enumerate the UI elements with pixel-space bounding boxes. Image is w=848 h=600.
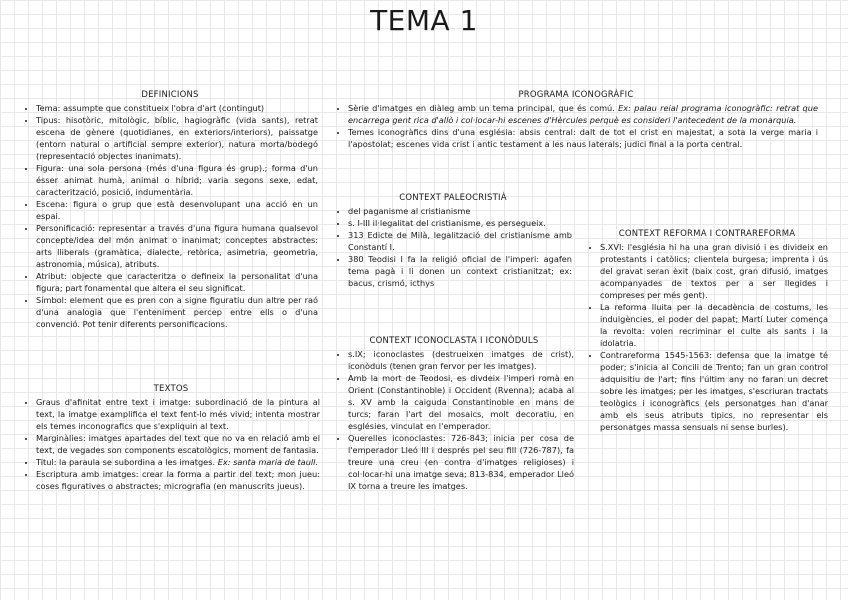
bullet-list (22, 396, 320, 492)
list-item (348, 102, 818, 126)
list-item (36, 456, 320, 468)
section-heading: DEFINICIONS (141, 90, 199, 100)
bullet-list (334, 205, 572, 289)
bullet-list (586, 241, 828, 433)
list-item: • 380 Teodisi I fa la religió oficial de l'imperi: agafen tema pagà i li donen un context cristianitzat; ex: bacus, crismó, icthys (348, 253, 572, 289)
list-item: • Marginàlies: imatges apartades del text que no va en relació amb el text, de vegades son components escatològics, moment de fantasia. (36, 432, 320, 456)
section-textos (22, 384, 320, 492)
list-item: • Tipus: hisotòric, mitològic, bíblic, hagiogràfic (vida sants), retrat escena de gènere (quotidianes, en exteriors/interiors), paissatge (entorn natural o artificial sempre exterior), natura morta/bodegó (representació objectes inanimats). (36, 114, 318, 162)
list-item: • La reforma lluita per la decadència de costums, les indulgències, el poder del papat; Martí Luter comença la revolta: volen recriminar el culte als sants i la idolatria. (600, 301, 828, 349)
list-item: • Escriptura amb imatges: crear la forma a partir del text; mon jueu: coses figuratives o abstractes; micrografia (en manuscrits jueus). (36, 468, 320, 492)
section-context-paleocristia (334, 193, 572, 289)
list-item: • Escena: figura o grup que està desenvolupant una acció en un espai. (36, 198, 318, 222)
item-text: Titul: la paraula se subordina a les imatges. (36, 457, 216, 467)
item-text: Sèrie d'imatges en diàleg amb un tema principal, que és comú. (348, 103, 615, 113)
list-item: • Graus d'afinitat entre text i imatge: subordinació de la pintura al text, la imatge examplifica el text fent-lo més vivid; intenta mostrar els temes inconografics que s'expliquin al text. (36, 396, 320, 432)
bullet-list (334, 348, 574, 492)
section-context-reforma (586, 229, 828, 433)
list-item: • 313 Edicte de Milà, legalització del cristianisme amb Constantí I. (348, 229, 572, 253)
section-heading: CONTEXT REFORMA I CONTRAREFORMA (618, 229, 796, 239)
bullet-list (334, 102, 818, 150)
item-example: Ex: santa maria de taull. (217, 457, 319, 467)
list-item: • del paganisme al cristianisme (348, 205, 572, 217)
section-heading: TEXTOS (153, 384, 189, 394)
list-item: • S.XVI: l'església hi ha una gran divisió i es divideix en protestants i catòlics; clientela burgesa; imprenta i ús del gravat seran èxit (baix cost, gran difusió, imatges acompanyades de textos per a ser llegides i compreses per més gent). (600, 241, 828, 301)
section-programa-iconografic (334, 90, 818, 150)
list-item: • Temes iconogràfics dins d'una església: absis central: dalt de tot el crist en majestat, a sota la verge maria i l'apostolat; escenes vida crist i antic testament a les naus laterals; judici final a la porta central. (348, 126, 818, 150)
list-item: • Personificació: representar a través d'una figura humana qualsevol concepte/idea del món animat o inanimat; conceptes abstractes: arts lliberals (gramàtica, dialecte, retòrica, asimetria, geometria, astronomia, música), atributs. (36, 222, 318, 270)
section-context-iconoclasta (334, 336, 574, 492)
list-item: • Atribut: objecte que caracteritza o defineix la personalitat d'una figura; part fonamental que altera el seu significat. (36, 270, 318, 294)
list-item: • Contrareforma 1545-1563: defensa que la imatge té poder; s'inicia al Concili de Trento; fan un gran control adquisitiu de l'art; fins l'últim any no faran un decret sobre les imatges; per les imatges, s'escriuran tractats teològics i iconogràfics (els personatges han d'anar amb els seus atributs tipics, no representar els personatges massa sensuals ni sense burles). (600, 349, 828, 433)
list-item: • s. I-III il·legalitat del cristianisme, es persegueix. (348, 217, 572, 229)
list-item: • Símbol: element que es pren con a signe figuratiu dun altre per raó d'una analogia que l'enteniment percep entre ells o d'una convenció. Pot tenir diferents personificacions. (36, 294, 318, 330)
list-item: • Tema: assumpte que constitueix l'obra d'art (contingut) (36, 102, 318, 114)
list-item: • Figura: una sola persona (més d'una figura és grup).; forma d'un ésser animat humà, animal o híbrid; varia segons sexe, edat, caracterització, posició, indumentària. (36, 162, 318, 198)
page-title: TEMA 1 (370, 4, 478, 37)
section-heading: PROGRAMA ICONOGRÀFIC (518, 90, 634, 100)
section-heading: CONTEXT PALEOCRISTIÀ (399, 193, 507, 203)
section-heading: CONTEXT ICONOCLASTA I ICONÒDULS (369, 336, 539, 346)
item-example: Ex: palau reial programa iconogràfic: retrat que encarrega gent rica d'allò i col·locar-hi escenes d'Hèrcules perquè es consideri l'antecedent de la monarquia. (348, 103, 818, 125)
list-item: • s.IX; iconoclastes (destrueixen imatges de crist), iconòduls (tenen gran fervor per les imatges). (348, 348, 574, 372)
list-item: • Querelles iconoclastes: 726-843; inicia per cosa de l'emperador Lleó III i després pel seu fill (726-787), fa treure una creu (en contra d'imatges religioses) i col·locar-hi una imatge seva; 813-834, emperador Lleó IX torna a treure les imatges. (348, 432, 574, 492)
bullet-list (22, 102, 318, 330)
list-item: • Amb la mort de Teodosi, es divdeix l'imperi romà en Orient (Constantinoble) i Occident (Rvenna); acaba al s. XV amb la caiguda Constantinoble en mans de turcs; faran l'art del mosaics, molt decoratiu, en esglésies, vinculat en l'emperador. (348, 372, 574, 432)
section-definicions (22, 90, 318, 330)
